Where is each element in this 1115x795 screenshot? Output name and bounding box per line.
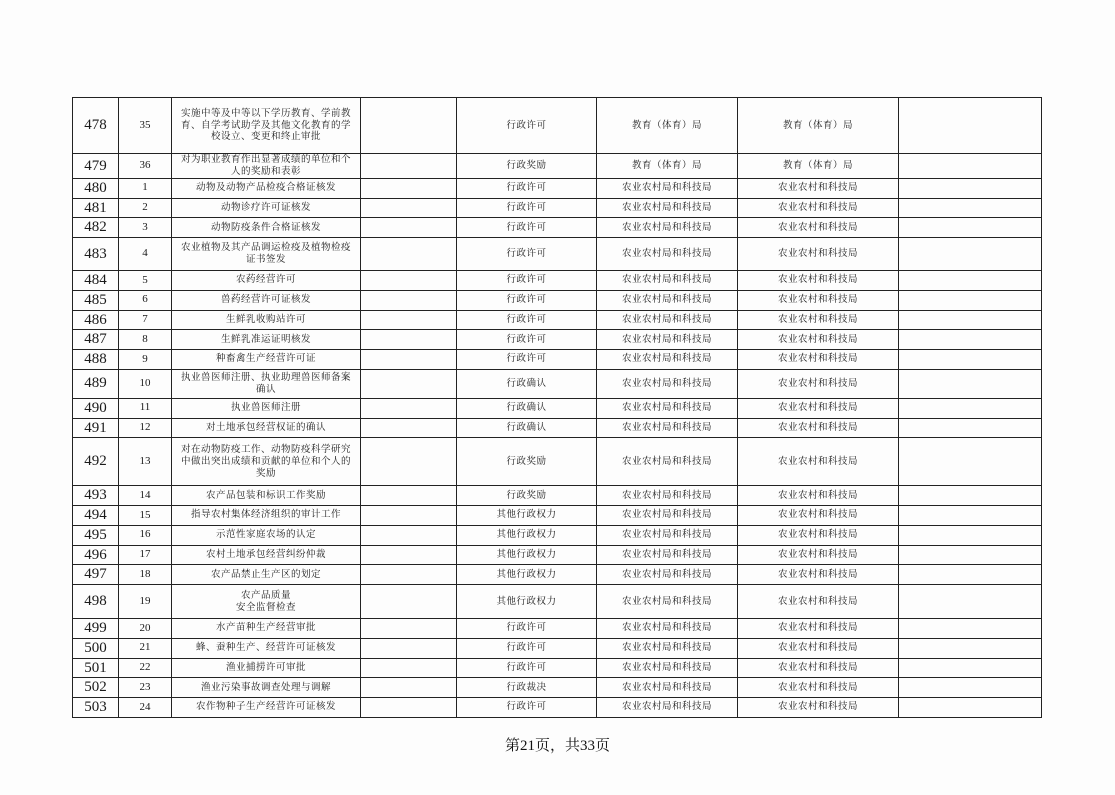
- table-row: [73, 238, 1042, 271]
- row-note-cell: [899, 154, 1042, 179]
- row-dept-cell: 农业农村局和科技局: [597, 525, 738, 545]
- row-blank-cell: [361, 486, 457, 506]
- row-type-cell: 行政许可: [457, 98, 597, 154]
- row-sub-cell: 5: [119, 271, 172, 291]
- row-dept2-cell: 农业农村和科技局: [738, 238, 899, 271]
- row-sub-cell: 19: [119, 585, 172, 619]
- row-seq-cell: 482: [73, 218, 119, 238]
- table-row: [73, 638, 1042, 658]
- row-blank-cell: [361, 525, 457, 545]
- row-type-cell: 行政确认: [457, 369, 597, 398]
- row-note-cell: [899, 98, 1042, 154]
- table-row: [73, 218, 1042, 238]
- table-row: [73, 198, 1042, 218]
- row-sub-cell: 35: [119, 98, 172, 154]
- row-dept2-cell: 农业农村和科技局: [738, 218, 899, 238]
- row-blank-cell: [361, 418, 457, 438]
- row-blank-cell: [361, 638, 457, 658]
- power-list-table: [72, 97, 1042, 718]
- row-sub-cell: 4: [119, 238, 172, 271]
- row-blank-cell: [361, 98, 457, 154]
- row-dept2-cell: 农业农村和科技局: [738, 585, 899, 619]
- row-name-cell: 兽药经营许可证核发: [172, 290, 361, 310]
- row-note-cell: [899, 290, 1042, 310]
- table-row: [73, 330, 1042, 350]
- row-name-cell: 农产品禁止生产区的划定: [172, 565, 361, 585]
- row-sub-cell: 6: [119, 290, 172, 310]
- row-note-cell: [899, 678, 1042, 698]
- row-note-cell: [899, 238, 1042, 271]
- row-blank-cell: [361, 290, 457, 310]
- row-note-cell: [899, 178, 1042, 198]
- row-note-cell: [899, 486, 1042, 506]
- row-sub-cell: 11: [119, 398, 172, 418]
- table-row: [73, 418, 1042, 438]
- row-seq-cell: 491: [73, 418, 119, 438]
- row-blank-cell: [361, 350, 457, 370]
- row-name-cell: 渔业污染事故调查处理与调解: [172, 678, 361, 698]
- row-name-cell: 农村土地承包经营纠纷仲裁: [172, 545, 361, 565]
- row-name-cell: 农业植物及其产品调运检疫及植物检疫证书签发: [172, 238, 361, 271]
- row-dept2-cell: 农业农村和科技局: [738, 565, 899, 585]
- table-row: [73, 398, 1042, 418]
- row-blank-cell: [361, 545, 457, 565]
- row-sub-cell: 22: [119, 658, 172, 678]
- table-row: [73, 678, 1042, 698]
- row-dept2-cell: 农业农村和科技局: [738, 418, 899, 438]
- row-type-cell: 行政许可: [457, 271, 597, 291]
- row-type-cell: 行政奖励: [457, 438, 597, 486]
- row-seq-cell: 478: [73, 98, 119, 154]
- row-blank-cell: [361, 218, 457, 238]
- row-name-cell: 示范性家庭农场的认定: [172, 525, 361, 545]
- row-blank-cell: [361, 154, 457, 179]
- row-type-cell: 行政许可: [457, 658, 597, 678]
- row-sub-cell: 13: [119, 438, 172, 486]
- table-row: [73, 438, 1042, 486]
- row-name-cell: 对土地承包经营权证的确认: [172, 418, 361, 438]
- table-row: [73, 178, 1042, 198]
- row-dept2-cell: 农业农村和科技局: [738, 638, 899, 658]
- row-type-cell: 行政确认: [457, 418, 597, 438]
- row-dept-cell: 教育（体育）局: [597, 98, 738, 154]
- row-note-cell: [899, 369, 1042, 398]
- row-dept-cell: 农业农村局和科技局: [597, 678, 738, 698]
- row-type-cell: 行政许可: [457, 350, 597, 370]
- row-name-cell: 动物诊疗许可证核发: [172, 198, 361, 218]
- row-seq-cell: 490: [73, 398, 119, 418]
- row-name-cell: 农产品包装和标识工作奖励: [172, 486, 361, 506]
- row-type-cell: 行政许可: [457, 290, 597, 310]
- row-blank-cell: [361, 585, 457, 619]
- row-seq-cell: 483: [73, 238, 119, 271]
- row-blank-cell: [361, 506, 457, 526]
- row-dept2-cell: 农业农村和科技局: [738, 698, 899, 718]
- row-type-cell: 行政许可: [457, 698, 597, 718]
- row-type-cell: 行政许可: [457, 178, 597, 198]
- row-blank-cell: [361, 198, 457, 218]
- row-blank-cell: [361, 438, 457, 486]
- row-dept2-cell: 农业农村和科技局: [738, 545, 899, 565]
- row-seq-cell: 503: [73, 698, 119, 718]
- row-name-cell: 动物及动物产品检疫合格证核发: [172, 178, 361, 198]
- row-dept2-cell: 农业农村和科技局: [738, 178, 899, 198]
- row-dept2-cell: 农业农村和科技局: [738, 506, 899, 526]
- row-note-cell: [899, 398, 1042, 418]
- row-blank-cell: [361, 271, 457, 291]
- row-dept2-cell: 农业农村和科技局: [738, 525, 899, 545]
- row-note-cell: [899, 619, 1042, 639]
- row-dept-cell: 农业农村局和科技局: [597, 330, 738, 350]
- row-name-cell: 动物防疫条件合格证核发: [172, 218, 361, 238]
- table-row: [73, 658, 1042, 678]
- row-seq-cell: 481: [73, 198, 119, 218]
- row-sub-cell: 3: [119, 218, 172, 238]
- row-dept-cell: 农业农村局和科技局: [597, 350, 738, 370]
- row-dept-cell: 农业农村局和科技局: [597, 369, 738, 398]
- row-dept2-cell: 农业农村和科技局: [738, 486, 899, 506]
- row-seq-cell: 488: [73, 350, 119, 370]
- table-row: [73, 506, 1042, 526]
- row-note-cell: [899, 585, 1042, 619]
- row-dept2-cell: 农业农村和科技局: [738, 350, 899, 370]
- table-row: [73, 565, 1042, 585]
- table-row: [73, 525, 1042, 545]
- row-seq-cell: 492: [73, 438, 119, 486]
- row-name-cell: 农药经营许可: [172, 271, 361, 291]
- row-dept-cell: 农业农村局和科技局: [597, 506, 738, 526]
- table-row: [73, 619, 1042, 639]
- row-blank-cell: [361, 658, 457, 678]
- row-note-cell: [899, 418, 1042, 438]
- row-dept2-cell: 农业农村和科技局: [738, 678, 899, 698]
- row-blank-cell: [361, 178, 457, 198]
- row-type-cell: 行政确认: [457, 398, 597, 418]
- row-dept2-cell: 农业农村和科技局: [738, 330, 899, 350]
- row-seq-cell: 498: [73, 585, 119, 619]
- row-blank-cell: [361, 369, 457, 398]
- row-seq-cell: 501: [73, 658, 119, 678]
- row-dept-cell: 农业农村局和科技局: [597, 486, 738, 506]
- row-type-cell: 其他行政权力: [457, 545, 597, 565]
- table-row: [73, 585, 1042, 619]
- row-dept2-cell: 教育（体育）局: [738, 154, 899, 179]
- row-dept-cell: 农业农村局和科技局: [597, 545, 738, 565]
- row-name-cell: 执业兽医师注册: [172, 398, 361, 418]
- row-dept2-cell: 农业农村和科技局: [738, 369, 899, 398]
- row-sub-cell: 17: [119, 545, 172, 565]
- row-name-cell: 蜂、蚕种生产、经营许可证核发: [172, 638, 361, 658]
- row-note-cell: [899, 218, 1042, 238]
- row-blank-cell: [361, 310, 457, 330]
- row-dept-cell: 农业农村局和科技局: [597, 619, 738, 639]
- row-seq-cell: 484: [73, 271, 119, 291]
- row-blank-cell: [361, 698, 457, 718]
- row-name-cell: 执业兽医师注册、执业助理兽医师备案确认: [172, 369, 361, 398]
- row-sub-cell: 18: [119, 565, 172, 585]
- row-sub-cell: 2: [119, 198, 172, 218]
- row-sub-cell: 21: [119, 638, 172, 658]
- row-type-cell: 行政许可: [457, 238, 597, 271]
- row-blank-cell: [361, 619, 457, 639]
- row-sub-cell: 24: [119, 698, 172, 718]
- row-sub-cell: 16: [119, 525, 172, 545]
- row-dept2-cell: 农业农村和科技局: [738, 438, 899, 486]
- row-sub-cell: 23: [119, 678, 172, 698]
- row-dept-cell: 农业农村局和科技局: [597, 418, 738, 438]
- row-name-cell: 对为职业教育作出显著成绩的单位和个人的奖励和表彰: [172, 154, 361, 179]
- row-type-cell: 行政奖励: [457, 154, 597, 179]
- row-name-cell: 农产品质量 安全监督检查: [172, 585, 361, 619]
- row-type-cell: 行政许可: [457, 638, 597, 658]
- row-note-cell: [899, 545, 1042, 565]
- row-seq-cell: 486: [73, 310, 119, 330]
- row-seq-cell: 500: [73, 638, 119, 658]
- row-sub-cell: 14: [119, 486, 172, 506]
- table-row: [73, 98, 1042, 154]
- row-note-cell: [899, 658, 1042, 678]
- row-dept-cell: 农业农村局和科技局: [597, 585, 738, 619]
- row-seq-cell: 502: [73, 678, 119, 698]
- row-dept-cell: 农业农村局和科技局: [597, 398, 738, 418]
- row-dept2-cell: 农业农村和科技局: [738, 398, 899, 418]
- row-type-cell: 其他行政权力: [457, 525, 597, 545]
- table-row: [73, 271, 1042, 291]
- row-type-cell: 行政许可: [457, 198, 597, 218]
- table-row: [73, 350, 1042, 370]
- row-type-cell: 其他行政权力: [457, 565, 597, 585]
- row-name-cell: 种畜禽生产经营许可证: [172, 350, 361, 370]
- row-note-cell: [899, 638, 1042, 658]
- row-note-cell: [899, 198, 1042, 218]
- row-type-cell: 行政许可: [457, 619, 597, 639]
- row-name-cell: 渔业捕捞许可审批: [172, 658, 361, 678]
- row-name-cell: 对在动物防疫工作、动物防疫科学研究中做出突出成绩和贡献的单位和个人的奖励: [172, 438, 361, 486]
- row-seq-cell: 480: [73, 178, 119, 198]
- row-sub-cell: 1: [119, 178, 172, 198]
- row-dept2-cell: 农业农村和科技局: [738, 310, 899, 330]
- row-dept-cell: 农业农村局和科技局: [597, 438, 738, 486]
- row-blank-cell: [361, 238, 457, 271]
- row-dept-cell: 农业农村局和科技局: [597, 178, 738, 198]
- table-body: [73, 98, 1042, 718]
- row-seq-cell: 495: [73, 525, 119, 545]
- row-note-cell: [899, 565, 1042, 585]
- row-name-cell: 水产苗种生产经营审批: [172, 619, 361, 639]
- row-dept-cell: 农业农村局和科技局: [597, 271, 738, 291]
- row-dept-cell: 农业农村局和科技局: [597, 698, 738, 718]
- row-blank-cell: [361, 678, 457, 698]
- row-seq-cell: 479: [73, 154, 119, 179]
- row-dept-cell: 农业农村局和科技局: [597, 310, 738, 330]
- row-seq-cell: 485: [73, 290, 119, 310]
- row-note-cell: [899, 271, 1042, 291]
- row-note-cell: [899, 330, 1042, 350]
- row-sub-cell: 15: [119, 506, 172, 526]
- row-seq-cell: 494: [73, 506, 119, 526]
- row-dept-cell: 农业农村局和科技局: [597, 238, 738, 271]
- row-type-cell: 行政许可: [457, 310, 597, 330]
- row-dept-cell: 教育（体育）局: [597, 154, 738, 179]
- row-dept-cell: 农业农村局和科技局: [597, 198, 738, 218]
- row-blank-cell: [361, 565, 457, 585]
- row-note-cell: [899, 438, 1042, 486]
- row-seq-cell: 496: [73, 545, 119, 565]
- table-row: [73, 290, 1042, 310]
- table-row: [73, 698, 1042, 718]
- row-note-cell: [899, 350, 1042, 370]
- row-type-cell: 行政许可: [457, 218, 597, 238]
- row-sub-cell: 20: [119, 619, 172, 639]
- row-type-cell: 行政裁决: [457, 678, 597, 698]
- row-dept-cell: 农业农村局和科技局: [597, 658, 738, 678]
- row-sub-cell: 9: [119, 350, 172, 370]
- row-note-cell: [899, 525, 1042, 545]
- row-seq-cell: 489: [73, 369, 119, 398]
- row-blank-cell: [361, 398, 457, 418]
- table-row: [73, 154, 1042, 179]
- row-name-cell: 生鲜乳准运证明核发: [172, 330, 361, 350]
- row-sub-cell: 10: [119, 369, 172, 398]
- row-dept2-cell: 农业农村和科技局: [738, 290, 899, 310]
- row-note-cell: [899, 506, 1042, 526]
- row-sub-cell: 36: [119, 154, 172, 179]
- row-dept2-cell: 农业农村和科技局: [738, 198, 899, 218]
- table-row: [73, 486, 1042, 506]
- row-type-cell: 行政奖励: [457, 486, 597, 506]
- row-seq-cell: 493: [73, 486, 119, 506]
- table-row: [73, 369, 1042, 398]
- row-type-cell: 其他行政权力: [457, 585, 597, 619]
- row-seq-cell: 487: [73, 330, 119, 350]
- table-row: [73, 310, 1042, 330]
- row-dept2-cell: 农业农村和科技局: [738, 619, 899, 639]
- row-note-cell: [899, 698, 1042, 718]
- row-type-cell: 其他行政权力: [457, 506, 597, 526]
- row-name-cell: 指导农村集体经济组织的审计工作: [172, 506, 361, 526]
- row-seq-cell: 499: [73, 619, 119, 639]
- row-seq-cell: 497: [73, 565, 119, 585]
- row-dept-cell: 农业农村局和科技局: [597, 565, 738, 585]
- row-dept-cell: 农业农村局和科技局: [597, 218, 738, 238]
- row-name-cell: 实施中等及中等以下学历教育、学前教育、自学考试助学及其他文化教育的学校设立、变更和终止审批: [172, 98, 361, 154]
- row-dept-cell: 农业农村局和科技局: [597, 290, 738, 310]
- row-name-cell: 农作物种子生产经营许可证核发: [172, 698, 361, 718]
- row-sub-cell: 8: [119, 330, 172, 350]
- row-sub-cell: 7: [119, 310, 172, 330]
- page-number: 第21页，共33页: [504, 738, 610, 754]
- row-blank-cell: [361, 330, 457, 350]
- row-dept2-cell: 农业农村和科技局: [738, 271, 899, 291]
- row-dept2-cell: 教育（体育）局: [738, 98, 899, 154]
- row-dept2-cell: 农业农村和科技局: [738, 658, 899, 678]
- row-type-cell: 行政许可: [457, 330, 597, 350]
- row-dept-cell: 农业农村局和科技局: [597, 638, 738, 658]
- table-row: [73, 545, 1042, 565]
- row-sub-cell: 12: [119, 418, 172, 438]
- row-name-cell: 生鲜乳收购站许可: [172, 310, 361, 330]
- row-note-cell: [899, 310, 1042, 330]
